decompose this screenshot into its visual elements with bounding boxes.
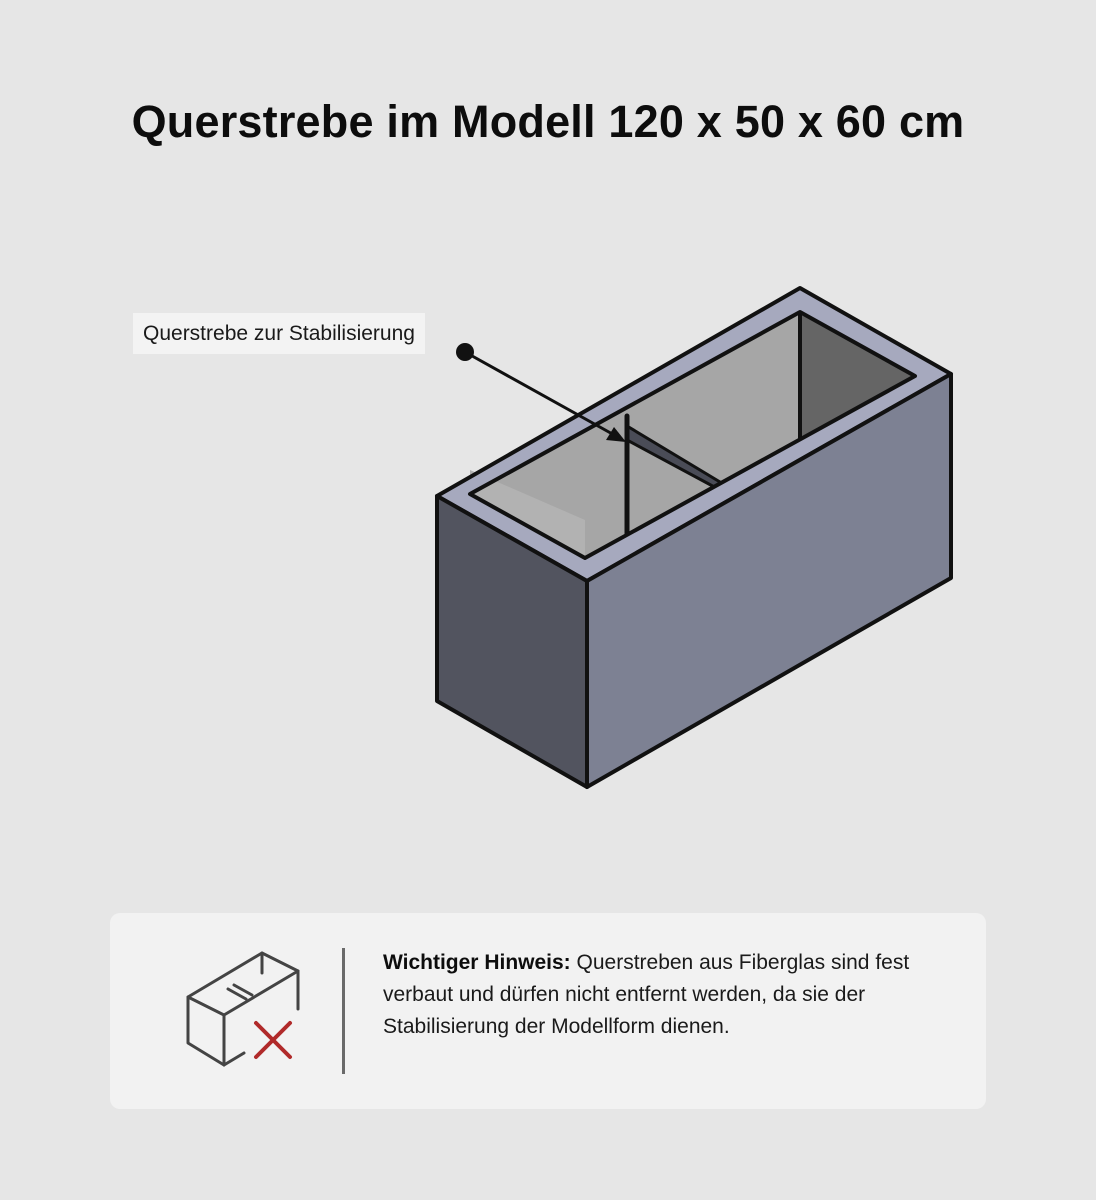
notice-card xyxy=(110,913,986,1109)
planter-with-removed-strut-icon xyxy=(182,949,312,1073)
callout-anchor-dot xyxy=(456,343,474,361)
notice-text xyxy=(383,947,923,1043)
notice-divider xyxy=(342,948,345,1074)
notice-heading: Wichtiger Hinweis: xyxy=(383,951,571,974)
callout-label: Querstrebe zur Stabilisierung xyxy=(133,313,425,354)
page-title: Querstrebe im Modell 120 x 50 x 60 cm xyxy=(131,96,965,147)
callout-pointer-line xyxy=(465,352,616,436)
notice-body: Querstreben aus Fiberglas sind fest verbaut und dürfen nicht entfernt werden, da sie der Stabilisierung der Modellform dienen. xyxy=(383,951,910,1038)
